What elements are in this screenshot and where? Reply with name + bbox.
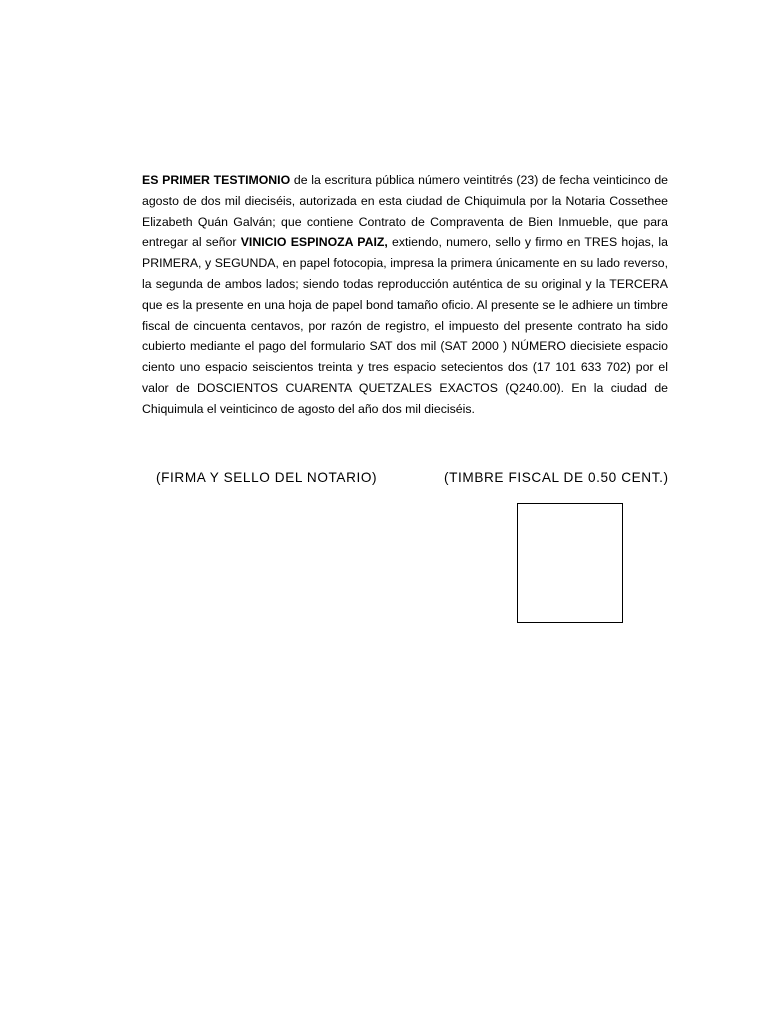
testimony-paragraph [142, 170, 668, 420]
fiscal-stamp-box [517, 503, 623, 623]
paragraph-text-1: de la escritura pública número veintitrés (23) de fecha veinticinco de agosto de dos mil dieciséis, autorizada en esta ciudad de Chiquimula por la Notaria Cossethee Elizabeth Quán Galván; que contiene Contrato de Compraventa de Bien Inmueble, que para entregar al señor [142, 173, 668, 250]
buyer-name: VINICIO ESPINOZA PAIZ, [240, 235, 388, 250]
notary-signature-label: (FIRMA Y SELLO DEL NOTARIO) [156, 470, 378, 485]
paragraph-text-2: extiendo, numero, sello y firmo en TRES hojas, la PRIMERA, y SEGUNDA, en papel fotocopia, impresa la primera únicamente en su lado reverso, la segunda de ambos lados; siendo todas reproducción auténtica de su original y la TERCERA que es la presente en una hoja de papel bond tamaño oficio. Al presente se le adhiere un timbre fiscal de cincuenta centavos, por razón de registro, el impuesto del presente contrato ha sido cubierto mediante el pago del formulario SAT dos mil (SAT 2000 ) NÚMERO diecisiete espacio ciento uno espacio seiscientos treinta y tres espacio setecientos dos (17 101 633 702) por el valor de DOSCIENTOS CUARENTA QUETZALES EXACTOS (Q240.00). En la ciudad de Chiquimula el veinticinco de agosto del año dos mil dieciséis. [142, 235, 668, 416]
testimony-heading: ES PRIMER TESTIMONIO [142, 173, 291, 187]
fiscal-stamp-label: (TIMBRE FISCAL DE 0.50 CENT.) [444, 470, 669, 485]
